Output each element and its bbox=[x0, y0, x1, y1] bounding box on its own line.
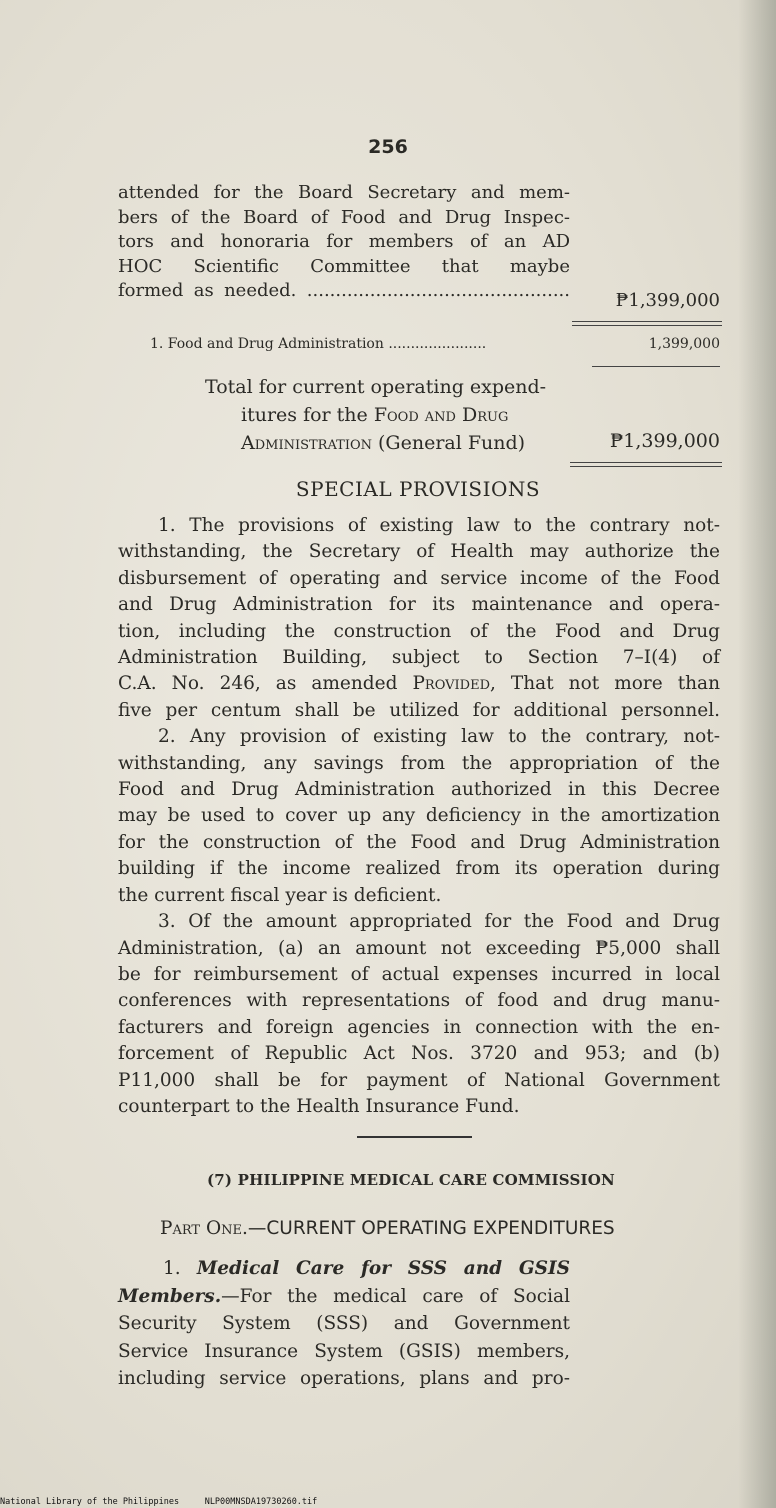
provision-line: five per centum shall be utilized for additional personnel. bbox=[118, 699, 720, 721]
provision-3 bbox=[118, 909, 720, 1120]
intro-line: HOC Scientific Committee that maybe bbox=[118, 255, 570, 277]
page-number: 256 bbox=[368, 136, 408, 158]
provision-1 bbox=[118, 513, 720, 724]
intro-line: bers of the Board of Food and Drug Inspec- bbox=[118, 206, 570, 228]
page-edge-shadow bbox=[738, 0, 776, 1508]
provision-line: counterpart to the Health Insurance Fund. bbox=[118, 1095, 520, 1117]
provision-line: building if the income realized from its operation during bbox=[118, 858, 720, 880]
total-block bbox=[205, 373, 546, 457]
provision-line: Administration Building, subject to Section 7–I(4) of bbox=[118, 647, 720, 669]
breakdown-label: 1. Food and Drug Administration ...................... bbox=[150, 336, 487, 352]
scan-footer: National Library of the Philippines NLP00MNSDA19730260.tif bbox=[0, 1497, 318, 1507]
provision-line: C.A. No. 246, as amended Provided, That not more than bbox=[118, 673, 720, 695]
item-line: Security System (SSS) and Government bbox=[118, 1313, 570, 1334]
special-provisions-body bbox=[118, 513, 720, 1120]
provision-line: 1. The provisions of existing law to the contrary not- bbox=[158, 515, 720, 536]
total-line: Total for current operating expend- bbox=[205, 376, 547, 398]
item-1-paragraph bbox=[118, 1255, 570, 1393]
breakdown-amount: 1,399,000 bbox=[648, 336, 720, 352]
provision-line: Food and Drug Administration authorized in this Decree bbox=[118, 779, 720, 801]
part-title: Part One.—CURRENT OPERATING EXPENDITURES bbox=[160, 1218, 615, 1239]
item-line: 1. Medical Care for SSS and GSIS bbox=[163, 1258, 570, 1279]
provision-line: P11,000 shall be for payment of National Government bbox=[118, 1069, 720, 1091]
total-rule bbox=[570, 466, 722, 467]
total-line: itures for the Food and Drug bbox=[241, 404, 509, 426]
item-line: Members.—For the medical care of Social bbox=[118, 1285, 570, 1307]
provision-line: 3. Of the amount appropriated for the Food and Drug bbox=[158, 911, 720, 933]
provision-line: tion, including the construction of the Food and Drug bbox=[118, 620, 720, 642]
provision-line: withstanding, any savings from the appropriation of the bbox=[118, 752, 720, 774]
amount-rule bbox=[572, 321, 722, 322]
provision-line: the current fiscal year is deficient. bbox=[118, 884, 442, 906]
total-line: Administration (General Fund) bbox=[241, 432, 526, 454]
intro-line: attended for the Board Secretary and mem- bbox=[118, 182, 570, 203]
section-title: (7) PHILIPPINE MEDICAL CARE COMMISSION bbox=[207, 1171, 615, 1189]
provision-2 bbox=[118, 724, 720, 909]
provision-line: disbursement of operating and service income of the Food bbox=[118, 567, 720, 589]
breakdown-rule bbox=[592, 366, 720, 367]
item-title: Medical Care for SSS and GSIS bbox=[196, 1258, 570, 1279]
provision-line: for the construction of the Food and Drug Administration bbox=[118, 831, 720, 853]
provision-line: Administration, (a) an amount not exceeding ₱5,000 shall bbox=[118, 937, 720, 959]
intro-paragraph bbox=[118, 181, 570, 304]
intro-amount: ₱1,399,000 bbox=[615, 290, 720, 311]
provision-line: forcement of Republic Act Nos. 3720 and 953; and (b) bbox=[118, 1043, 720, 1065]
provision-line: withstanding, the Secretary of Health may authorize the bbox=[118, 541, 720, 563]
item-line: Service Insurance System (GSIS) members, bbox=[118, 1340, 570, 1362]
item-title: Members. bbox=[118, 1285, 222, 1307]
item-line: including service operations, plans and pro- bbox=[118, 1368, 570, 1389]
section-separator bbox=[357, 1136, 472, 1138]
provision-line: be for reimbursement of actual expenses incurred in local bbox=[118, 963, 720, 985]
amount-rule bbox=[572, 325, 722, 326]
provision-line: and Drug Administration for its maintenance and opera- bbox=[118, 594, 720, 616]
special-provisions-heading: SPECIAL PROVISIONS bbox=[295, 477, 541, 501]
provision-line: 2. Any provision of existing law to the contrary, not- bbox=[158, 726, 720, 748]
total-rule bbox=[570, 462, 722, 463]
provision-line: conferences with representations of food and drug manu- bbox=[118, 990, 720, 1012]
intro-line: tors and honoraria for members of an AD bbox=[118, 231, 570, 252]
provision-line: may be used to cover up any deficiency in the amortization bbox=[118, 805, 720, 827]
intro-line-last: formed as needed. .............................................. bbox=[118, 280, 570, 301]
total-amount: ₱1,399,000 bbox=[609, 430, 720, 452]
provision-line: facturers and foreign agencies in connection with the en- bbox=[118, 1016, 720, 1038]
